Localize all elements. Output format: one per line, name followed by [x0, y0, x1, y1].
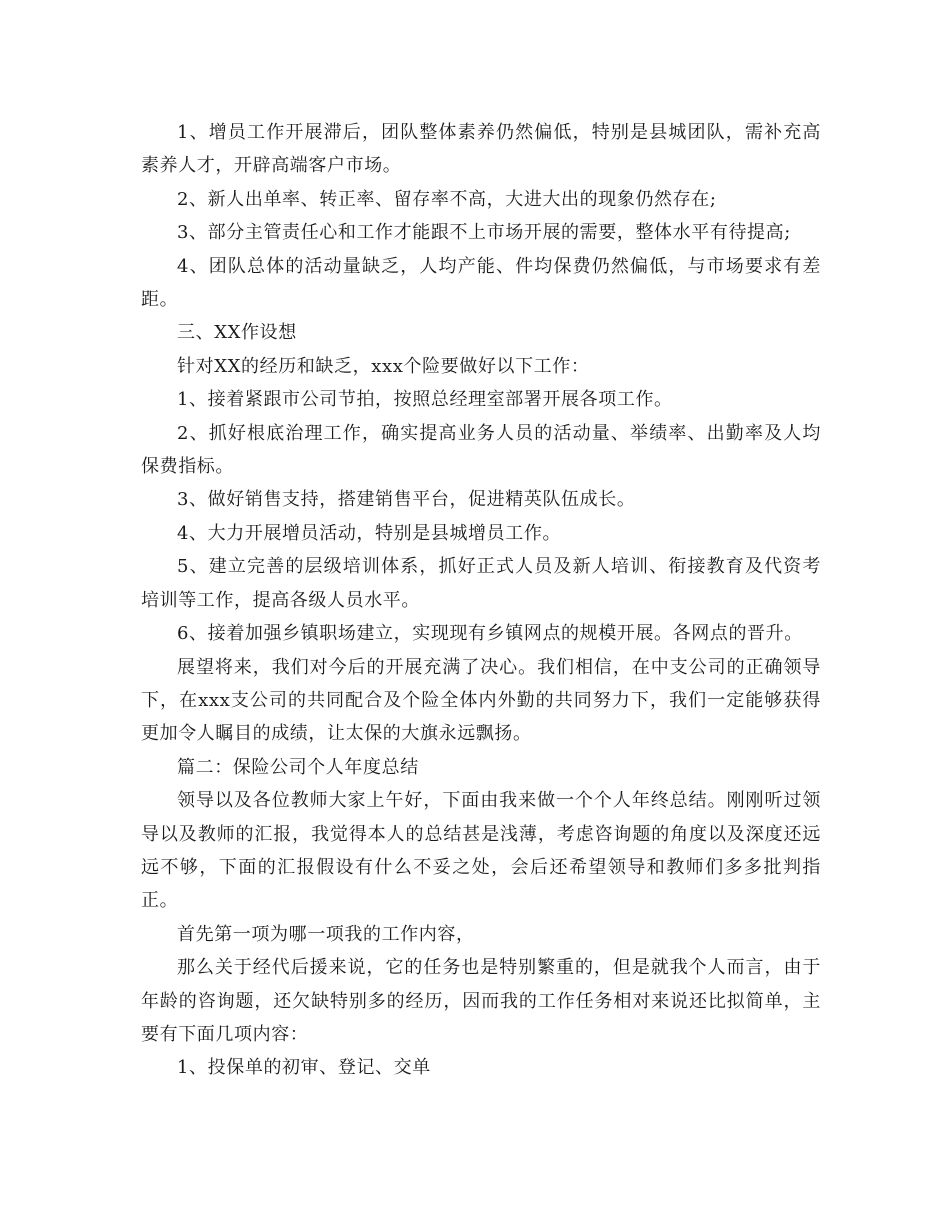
section-heading-part-two: 篇二：保险公司个人年度总结 [177, 756, 419, 778]
document-body [141, 116, 821, 1085]
paragraph-plan-3: 3、做好销售支持，搭建销售平台，促进精英队伍成长。 [177, 489, 636, 511]
paragraph-outlook: 展望将来，我们对今后的开展充满了决心。我们相信，在中支公司的正确领导下，在xxx支公司的共同配合及个险全体内外勤的共同努力下，我们一定能够获得更加令人瞩目的成绩，让太保的大旗永远飘扬。 [141, 656, 821, 745]
paragraph-issue-1: 1、增员工作开展滞后，团队整体素养仍然偏低，特别是县城团队，需补充高素养人才，开辟高端客户市场。 [141, 122, 821, 177]
paragraph-issue-3: 3、部分主管责任心和工作才能跟不上市场开展的需要，整体水平有待提高; [177, 222, 791, 244]
paragraph-plan-2: 2、抓好根底治理工作，确实提高业务人员的活动量、举绩率、出勤率及人均保费指标。 [141, 422, 821, 478]
paragraph-task-1: 1、投保单的初审、登记、交单 [177, 1057, 431, 1079]
paragraph-plan-1: 1、接着紧跟市公司节拍，按照总经理室部署开展各项工作。 [177, 389, 673, 411]
paragraph-plan-intro: 针对XX的经历和缺乏，xxx个险要做好以下工作： [177, 355, 590, 377]
paragraph-issue-4: 4、团队总体的活动量缺乏，人均产能、件均保费仍然偏低，与市场要求有差距。 [141, 255, 821, 311]
paragraph-plan-6: 6、接着加强乡镇职场建立，实现现有乡镇网点的规模开展。各网点的晋升。 [177, 623, 803, 645]
paragraph-plan-5: 5、建立完善的层级培训体系，抓好正式人员及新人培训、衔接教育及代资考培训等工作，提高各级人员水平。 [141, 556, 821, 611]
paragraph-issue-2: 2、新人出单率、转正率、留存率不高，大进大出的现象仍然存在; [177, 188, 717, 210]
paragraph-first-item: 首先第一项为哪一项我的工作内容， [177, 923, 475, 945]
paragraph-plan-4: 4、大力开展增员活动，特别是县城增员工作。 [177, 522, 562, 544]
paragraph-greeting: 领导以及各位教师大家上午好，下面由我来做一个个人年终总结。刚刚听过领导以及教师的汇报，我觉得本人的总结甚是浅薄，考虑咨询题的角度以及深度还远远不够，下面的汇报假设有什么不妥之处，会后还希望领导和教师们多多批判指正。 [141, 790, 821, 912]
section-heading-plan: 三、XX作设想 [177, 322, 297, 344]
paragraph-work-overview: 那么关于经代后援来说，它的任务也是特别繁重的，但是就我个人而言，由于年龄的咨询题，还欠缺特别多的经历，因而我的工作任务相对来说还比拟简单，主要有下面几项内容： [141, 957, 821, 1045]
